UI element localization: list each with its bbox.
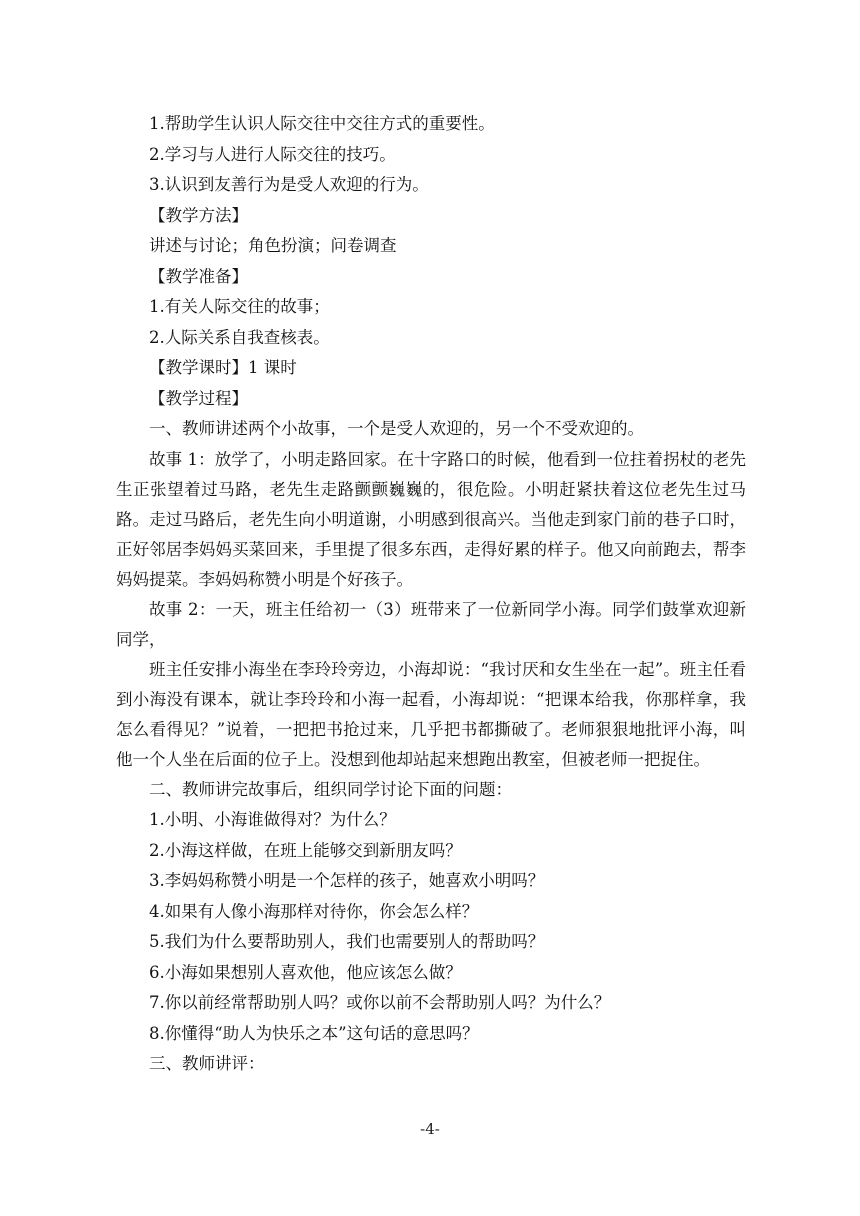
question-2: 2.小海这样做，在班上能够交到新朋友吗？ — [149, 840, 462, 860]
question-8: 8.你懂得“助人为快乐之本”这句话的意思吗？ — [149, 1023, 479, 1043]
objective-2: 2.学习与人进行人际交往的技巧。 — [149, 144, 396, 164]
story-1: 故事 1：放学了，小明走路回家。在十字路口的时候，他看到一位拄着拐杖的老先生正张望着过马路，老先生走路颤颤巍巍的，很危险。小明赶紧扶着这位老先生过马路。走过马路后，老先生向小明道谢，小明感到很高兴。当他走到家门前的巷子口时，正好邻居李妈妈买菜回来，手里提了很多东西，走得好累的样子。他又向前跑去，帮李妈妈提菜。李妈妈称赞小明是个好孩子。 — [116, 449, 746, 589]
question-1: 1.小明、小海谁做得对？为什么？ — [149, 810, 396, 829]
method-heading: 【教学方法】 — [149, 205, 248, 225]
objective-1: 1.帮助学生认识人际交往中交往方式的重要性。 — [149, 114, 495, 133]
story-2: 故事 2：一天，班主任给初一（3）班带来了一位新同学小海。同学们鼓掌欢迎新同学， — [116, 599, 746, 649]
question-5: 5.我们为什么要帮助别人，我们也需要别人的帮助吗？ — [149, 932, 545, 951]
objective-3: 3.认识到友善行为是受人欢迎的行为。 — [149, 175, 429, 194]
preparation-item-2: 2.人际关系自我查核表。 — [149, 327, 330, 347]
page-number: -4- — [420, 1120, 440, 1138]
preparation-heading: 【教学准备】 — [149, 266, 248, 286]
document-body — [116, 109, 746, 1080]
preparation-item-1: 1.有关人际交往的故事； — [149, 297, 330, 316]
question-6: 6.小海如果想别人喜欢他，他应该怎么做？ — [149, 962, 462, 982]
hours-heading: 【教学课时】1 课时 — [149, 358, 297, 377]
story-2-continued: 班主任安排小海坐在李玲玲旁边，小海却说：“我讨厌和女生坐在一起”。班主任看到小海没有课本，就让李玲玲和小海一起看，小海却说：“把课本给我，你那样拿，我怎么看得见？”说着，一把把书抢过来，几乎把书都撕破了。老师狠狠地批评小海，叫他一个人坐在后面的位子上。没想到他却站起来想跑出教室，但被老师一把捉住。 — [116, 659, 746, 769]
question-3: 3.李妈妈称赞小明是一个怎样的孩子，她喜欢小明吗？ — [149, 871, 545, 890]
question-4: 4.如果有人像小海那样对待你，你会怎么样？ — [149, 901, 479, 921]
question-7: 7.你以前经常帮助别人吗？或你以前不会帮助别人吗？为什么？ — [149, 993, 611, 1012]
step-1: 一、教师讲述两个小故事，一个是受人欢迎的，另一个不受欢迎的。 — [149, 419, 644, 438]
step-2: 二、教师讲完故事后，组织同学讨论下面的问题： — [149, 779, 512, 799]
method-text: 讲述与讨论；角色扮演；问卷调查 — [149, 236, 397, 255]
process-heading: 【教学过程】 — [149, 388, 248, 408]
step-3: 三、教师讲评： — [149, 1054, 265, 1073]
